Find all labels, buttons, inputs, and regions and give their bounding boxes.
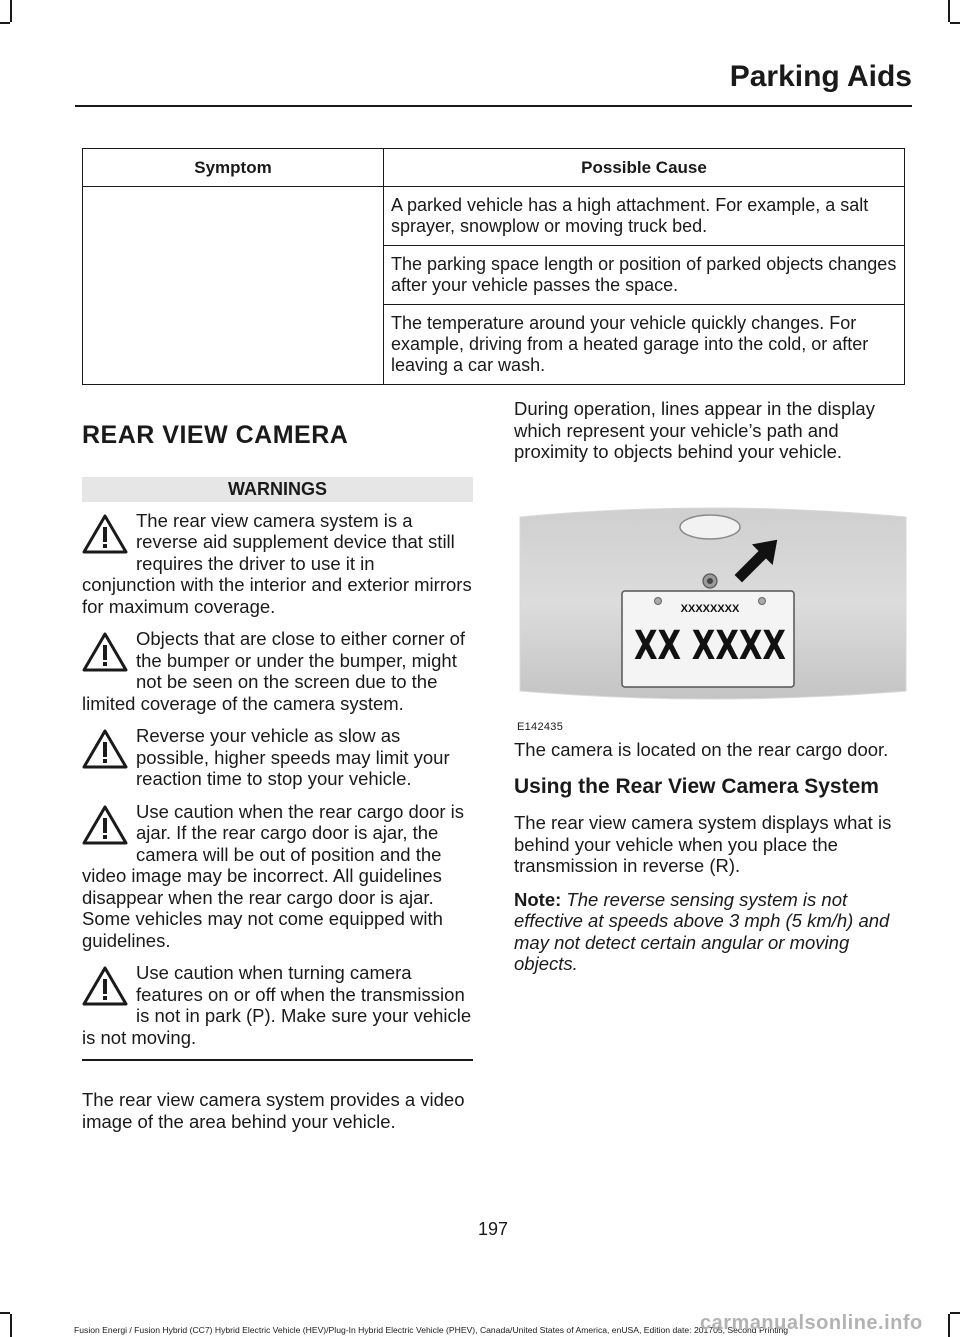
note-paragraph xyxy=(514,889,907,975)
warnings-label: WARNINGS xyxy=(82,477,473,502)
crop-mark xyxy=(10,0,12,22)
watermark: carmanualsonline.info xyxy=(700,1312,923,1334)
warnings-end-rule xyxy=(82,1059,473,1061)
rear-cargo-door-illustration xyxy=(514,503,910,713)
warning-triangle-icon xyxy=(82,513,128,555)
warning-item xyxy=(82,962,473,1048)
note-text: The reverse sensing system is not effective at speeds above 3 mph (5 km/h) and may not detect certain angular or moving objects. xyxy=(514,888,890,974)
figure-code: E142435 xyxy=(517,720,564,733)
col-header-cause: Possible Cause xyxy=(384,149,905,187)
paragraph: During operation, lines appear in the display which represent your vehicle’s path and proximity to objects behind your vehicle. xyxy=(514,398,875,462)
warning-item xyxy=(82,628,473,714)
subheading: Using the Rear View Camera System xyxy=(514,775,879,798)
crop-mark xyxy=(948,0,950,22)
crop-mark xyxy=(950,22,960,24)
cause-cell: A parked vehicle has a high attachment. For example, a salt sprayer, snowplow or moving truck bed. xyxy=(384,187,905,246)
right-column xyxy=(514,398,907,987)
plate-top-text: XXXXXXXX xyxy=(680,602,740,615)
warning-triangle-icon xyxy=(82,631,128,673)
warning-text: Use caution when the rear cargo door is ajar. If the rear cargo door is ajar, the camera will be out of position and the video image may be incorrect. All guidelines disappear when the rear cargo door is ajar. Some vehicles may not come equipped with guidelines. xyxy=(82,800,465,951)
crop-mark xyxy=(950,1312,960,1314)
camera-location-figure xyxy=(514,503,910,733)
crop-mark xyxy=(0,22,10,24)
cause-cell: The parking space length or position of parked objects changes after your vehicle passes the space. xyxy=(384,246,905,305)
symptom-cause-table xyxy=(82,148,905,385)
warning-item xyxy=(82,510,473,618)
warning-triangle-icon xyxy=(82,804,128,846)
cause-cell: The temperature around your vehicle quickly changes. For example, driving from a heated garage into the cold, or after leaving a car wash. xyxy=(384,305,905,385)
warning-text: Use caution when turning camera features on or off when the transmission is not in park (P). Make sure your vehicle is not moving. xyxy=(82,962,472,1048)
intro-paragraph: The rear view camera system provides a video image of the area behind your vehicle. xyxy=(82,1089,465,1132)
paragraph: The rear view camera system displays what is behind your vehicle when you place the transmission in reverse (R). xyxy=(514,812,892,876)
footer-text: Fusion Energi / Fusion Hybrid (CC7) Hybrid Electric Vehicle (HEV)/Plug-In Hybrid Electric Vehicle (PHEV), Canada/United States of America, enUSA, Edition date: 201705, Second Printing xyxy=(74,1325,789,1335)
note-label: Note: xyxy=(514,888,562,910)
crop-mark xyxy=(0,1312,10,1314)
warning-item xyxy=(82,725,473,790)
warning-text: Reverse your vehicle as slow as possible, higher speeds may limit your reaction time to stop your vehicle. xyxy=(136,725,450,789)
crop-mark xyxy=(10,1314,12,1337)
left-column xyxy=(82,421,473,1144)
col-header-symptom: Symptom xyxy=(83,149,384,187)
warning-triangle-icon xyxy=(82,965,128,1007)
figure-caption: The camera is located on the rear cargo door. xyxy=(514,738,889,760)
page-number: 197 xyxy=(477,1219,509,1239)
warning-item xyxy=(82,801,473,952)
warning-text: The rear view camera system is a reverse aid supplement device that still requires the driver to use it in conjunction with the interior and exterior mirrors for maximum coverage. xyxy=(82,509,472,617)
header-rule xyxy=(75,105,912,107)
warning-triangle-icon xyxy=(82,728,128,770)
page-title: Parking Aids xyxy=(729,60,912,93)
plate-main-text: XX XXXX xyxy=(634,622,787,669)
symptom-cell xyxy=(83,187,384,385)
warning-text: Objects that are close to either corner of the bumper or under the bumper, might not be seen on the screen due to the limited coverage of the camera system. xyxy=(82,628,466,714)
section-title: REAR VIEW CAMERA xyxy=(82,421,349,449)
